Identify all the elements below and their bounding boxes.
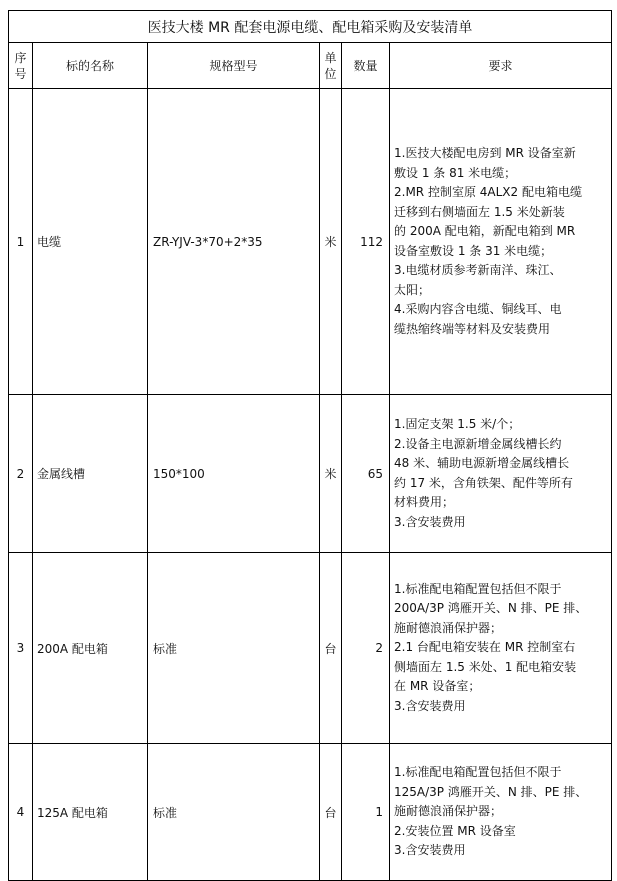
requirement-line: 1.标准配电箱配置包括但不限于 bbox=[394, 765, 562, 780]
requirement-line: 2.设备主电源新增金属线槽长约 bbox=[394, 436, 562, 451]
cell-spec: ZR-YJV-3*70+2*35 bbox=[148, 89, 320, 395]
cell-no: 4 bbox=[9, 744, 33, 881]
header-name: 标的名称 bbox=[33, 43, 148, 89]
cell-qty: 2 bbox=[342, 553, 390, 744]
table-row bbox=[9, 395, 612, 553]
cell-spec: 150*100 bbox=[148, 395, 320, 553]
cell-name: 电缆 bbox=[33, 89, 148, 395]
requirement-line: 缆热缩终端等材料及安装费用 bbox=[394, 321, 551, 336]
requirement-line: 迁移到右侧墙面左 1.5 米处新装 bbox=[394, 204, 565, 219]
requirement-line: 在 MR 设备室； bbox=[394, 679, 481, 694]
cell-requirements bbox=[390, 395, 612, 553]
cell-unit: 台 bbox=[320, 553, 342, 744]
requirement-line: 侧墙面左 1.5 米处、1 配电箱安装 bbox=[394, 659, 577, 674]
requirement-line: 1.医技大楼配电房到 MR 设备室新 bbox=[394, 146, 576, 160]
requirement-line: 敷设 1 条 81 米电缆； bbox=[394, 165, 517, 180]
cell-qty: 1 bbox=[342, 744, 390, 881]
table-title: 医技大楼 MR 配套电源电缆、配电箱采购及安装清单 bbox=[9, 11, 612, 43]
cell-spec: 标准 bbox=[148, 553, 320, 744]
requirement-line: 太阳； bbox=[394, 282, 431, 297]
requirement-line: 施耐德浪涌保护器； bbox=[394, 620, 503, 635]
requirement-line: 的 200A 配电箱，新配电箱到 MR bbox=[394, 224, 576, 238]
requirement-line: 3.含安装费用 bbox=[394, 514, 466, 529]
requirement-line: 施耐德浪涌保护器； bbox=[394, 804, 503, 819]
table-row bbox=[9, 744, 612, 881]
cell-requirements bbox=[390, 744, 612, 881]
header-row bbox=[9, 43, 612, 89]
cell-qty: 112 bbox=[342, 89, 390, 395]
requirement-line: 3.含安装费用 bbox=[394, 843, 466, 858]
requirement-line: 约 17 米，含角铁架、配件等所有 bbox=[394, 475, 573, 490]
cell-name: 金属线槽 bbox=[33, 395, 148, 553]
requirement-line: 设备室敷设 1 条 31 米电缆； bbox=[394, 243, 553, 258]
cell-no: 1 bbox=[9, 89, 33, 395]
header-no: 序号 bbox=[9, 43, 33, 89]
requirement-line: 1.标准配电箱配置包括但不限于 bbox=[394, 581, 562, 596]
cell-unit: 台 bbox=[320, 744, 342, 881]
requirement-line: 48 米、辅助电源新增金属线槽长 bbox=[394, 456, 570, 470]
cell-requirements bbox=[390, 553, 612, 744]
cell-no: 2 bbox=[9, 395, 33, 553]
requirement-line: 2.安装位置 MR 设备室 bbox=[394, 823, 516, 838]
requirement-line: 1.固定支架 1.5 米/个； bbox=[394, 417, 521, 431]
cell-spec: 标准 bbox=[148, 744, 320, 881]
table-body bbox=[9, 89, 612, 881]
cell-unit: 米 bbox=[320, 395, 342, 553]
requirement-line: 200A/3P 鸿雁开关、N 排、PE 排、 bbox=[394, 601, 588, 616]
cell-qty: 65 bbox=[342, 395, 390, 553]
cell-requirements bbox=[390, 89, 612, 395]
requirement-line: 4.采购内容含电缆、铜线耳、电 bbox=[394, 302, 562, 316]
header-req: 要求 bbox=[390, 43, 612, 89]
table-row bbox=[9, 553, 612, 744]
cell-no: 3 bbox=[9, 553, 33, 744]
requirement-line: 125A/3P 鸿雁开关、N 排、PE 排、 bbox=[394, 784, 588, 799]
requirement-line: 2.1 台配电箱安装在 MR 控制室右 bbox=[394, 640, 576, 655]
header-qty: 数量 bbox=[342, 43, 390, 89]
requirement-line: 材料费用； bbox=[394, 495, 455, 509]
cell-name: 125A 配电箱 bbox=[33, 744, 148, 881]
cell-unit: 米 bbox=[320, 89, 342, 395]
procurement-table bbox=[8, 10, 612, 881]
header-unit: 单位 bbox=[320, 43, 342, 89]
requirement-line: 2.MR 控制室原 4ALX2 配电箱电缆 bbox=[394, 185, 582, 199]
cell-name: 200A 配电箱 bbox=[33, 553, 148, 744]
requirement-line: 3.电缆材质参考新南洋、珠江、 bbox=[394, 263, 562, 277]
requirement-line: 3.含安装费用 bbox=[394, 698, 466, 713]
header-spec: 规格型号 bbox=[148, 43, 320, 89]
table-row bbox=[9, 89, 612, 395]
